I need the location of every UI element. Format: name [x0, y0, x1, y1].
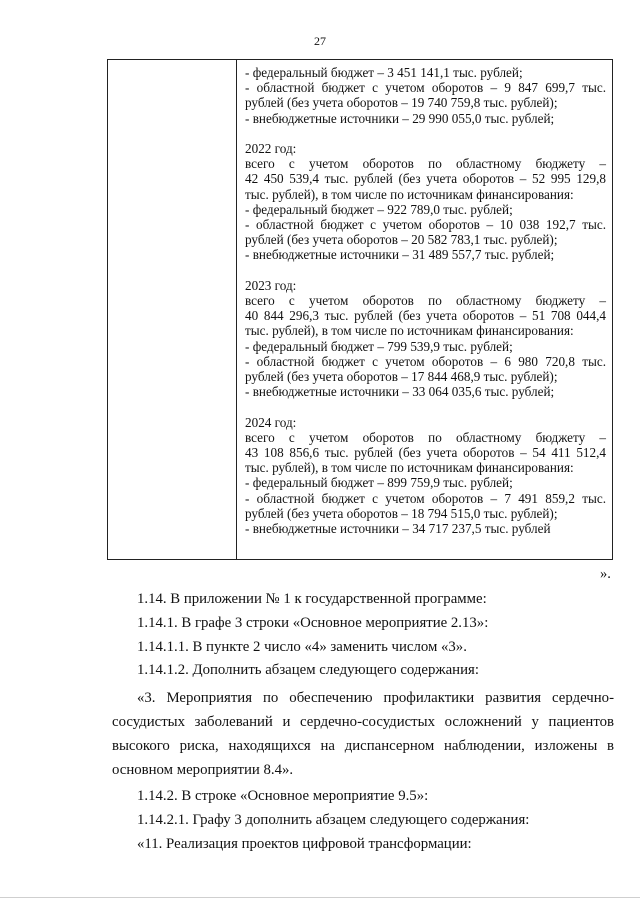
- paragraph-1-14: 1.14. В приложении № 1 к государственной программе:: [137, 591, 487, 607]
- table-cell-line: - федеральный бюджет – 3 451 141,1 тыс. рублей;: [245, 65, 523, 80]
- table-cell-line: - внебюджетные источники – 31 489 557,7 тыс. рублей;: [245, 247, 555, 263]
- paragraph-1-14-2: 1.14.2. В строке «Основное мероприятие 9.5»:: [137, 788, 429, 804]
- page-number: 27: [314, 34, 326, 48]
- table-cell-line: - федеральный бюджет – 899 759,9 тыс. рублей;: [245, 475, 513, 491]
- paragraph-quote-11: «11. Реализация проектов цифровой трансформации:: [137, 836, 472, 852]
- quoted-paragraph-line: основном мероприятии 8.4».: [112, 762, 294, 778]
- financing-table: [107, 59, 613, 560]
- table-cell-line: - областной бюджет с учетом оборотов – 7 491 859,2 тыс.: [245, 490, 606, 506]
- table-cell-line: рублей (без учета оборотов – 19 740 759,8 тыс. рублей);: [245, 95, 558, 111]
- table-cell-line: всего с учетом оборотов по областному бюджету –: [245, 293, 606, 309]
- table-cell-line: тыс. рублей), в том числе по источникам финансирования:: [245, 323, 574, 339]
- table-cell-line: тыс. рублей), в том числе по источникам финансирования:: [245, 460, 574, 476]
- table-cell-line: 2024 год:: [245, 414, 297, 430]
- table-cell-line: всего с учетом оборотов по областному бюджету –: [245, 156, 606, 172]
- quoted-paragraph-line: «3. Мероприятия по обеспечению профилактики развития сердечно-: [137, 690, 614, 706]
- table-cell-line: - федеральный бюджет – 799 539,9 тыс. рублей;: [245, 338, 513, 354]
- table-cell-line: - областной бюджет с учетом оборотов – 6 980 720,8 тыс.: [245, 353, 606, 369]
- table-cell-line: рублей (без учета оборотов – 18 794 515,0 тыс. рублей);: [245, 505, 558, 521]
- paragraph-1-14-1-2: 1.14.1.2. Дополнить абзацем следующего содержания:: [137, 662, 479, 678]
- table-cell-line: - внебюджетные источники – 33 064 035,6 тыс. рублей;: [245, 384, 555, 400]
- table-cell-line: 40 844 296,3 тыс. рублей (без учета оборотов – 51 708 044,4: [245, 308, 606, 324]
- table-cell-spacer: [245, 126, 606, 141]
- table-cell-line: - внебюджетные источники – 34 717 237,5 тыс. рублей: [245, 521, 551, 537]
- paragraph-1-14-1-1: 1.14.1.1. В пункте 2 число «4» заменить числом «3».: [137, 639, 467, 655]
- table-cell-line: 42 450 539,4 тыс. рублей (без учета оборотов – 52 995 129,8: [245, 171, 606, 187]
- paragraph-1-14-1: 1.14.1. В графе 3 строки «Основное мероприятие 2.13»:: [137, 615, 489, 631]
- table-cell-line: - федеральный бюджет – 922 789,0 тыс. рублей;: [245, 201, 513, 217]
- table-cell-line: рублей (без учета оборотов – 20 582 783,1 тыс. рублей);: [245, 232, 558, 248]
- table-cell-line: - внебюджетные источники – 29 990 055,0 тыс. рублей;: [245, 110, 555, 126]
- closing-quote: ».: [600, 566, 611, 582]
- table-right-cell: [245, 65, 606, 536]
- table-cell-line: 2023 год:: [245, 277, 297, 293]
- table-cell-line: рублей (без учета оборотов – 17 844 468,9 тыс. рублей);: [245, 369, 558, 385]
- table-cell-line: 43 108 856,6 тыс. рублей (без учета оборотов – 54 411 512,4: [245, 445, 606, 461]
- table-cell-line: всего с учетом оборотов по областному бюджету –: [245, 429, 606, 445]
- quoted-paragraph-line: сосудистых заболеваний и сердечно-сосудистых осложнений у пациентов: [112, 714, 614, 730]
- table-column-divider: [236, 60, 237, 559]
- table-cell-spacer: [245, 263, 606, 278]
- table-cell-line: 2022 год:: [245, 141, 297, 156]
- table-cell-line: - областной бюджет с учетом оборотов – 10 038 192,7 тыс.: [245, 217, 606, 233]
- paragraph-1-14-2-1: 1.14.2.1. Графу 3 дополнить абзацем следующего содержания:: [137, 812, 530, 828]
- table-cell-line: тыс. рублей), в том числе по источникам финансирования:: [245, 186, 574, 202]
- table-cell-line: - областной бюджет с учетом оборотов – 9 847 699,7 тыс.: [245, 80, 606, 96]
- table-cell-spacer: [245, 399, 606, 414]
- quoted-paragraph-line: высокого риска, находящихся на диспансерном наблюдении, изложены в: [112, 738, 614, 754]
- page-bottom-rule: [0, 897, 640, 898]
